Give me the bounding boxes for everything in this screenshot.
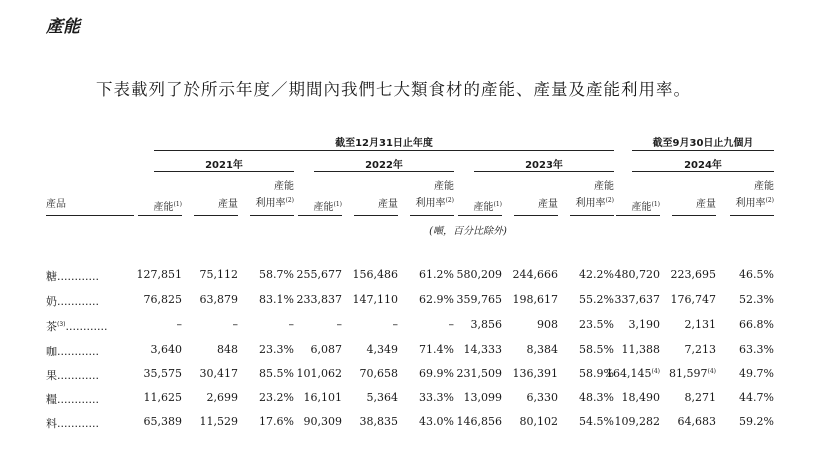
table-cell: 14,333 xyxy=(463,343,502,356)
group-header-years: 截至12月31日止年度 xyxy=(335,138,433,149)
table-cell: 4,349 xyxy=(366,343,398,356)
table-cell: 17.6% xyxy=(259,415,294,428)
year-header-2023: 2023年 xyxy=(525,160,563,171)
col-header-output: 產量 xyxy=(696,199,716,210)
table-cell: 42.2% xyxy=(579,268,614,281)
table-cell: 58.7% xyxy=(259,268,294,281)
year-rule-2022 xyxy=(314,171,454,172)
row-label: 奶............ xyxy=(46,295,99,308)
table-cell: 75,112 xyxy=(199,268,238,281)
table-cell: 13,099 xyxy=(463,391,502,404)
table-cell: 359,765 xyxy=(456,293,502,306)
table-cell: 48.3% xyxy=(579,391,614,404)
table-cell: 38,835 xyxy=(359,415,398,428)
table-cell: 223,695 xyxy=(670,268,716,281)
col-header-output: 產量 xyxy=(538,199,558,210)
table-cell: 80,102 xyxy=(519,415,558,428)
col-header-capacity: 產能$^{(1)}$ xyxy=(313,201,342,213)
table-cell: 35,575 xyxy=(143,367,182,380)
table-cell: 49.7% xyxy=(739,367,774,380)
year-rule-2024 xyxy=(632,171,774,172)
table-cell: 62.9% xyxy=(419,293,454,306)
col-header-capacity: 產能$^{(1)}$ xyxy=(631,201,660,213)
col-rule-output xyxy=(514,215,558,216)
col-rule-util xyxy=(250,215,294,216)
table-cell: 580,209 xyxy=(456,268,502,281)
table-cell: 233,837 xyxy=(296,293,342,306)
row-label: 糖............ xyxy=(46,270,99,283)
table-cell: 55.2% xyxy=(579,293,614,306)
table-cell: 43.0% xyxy=(419,415,454,428)
table-cell: 65,389 xyxy=(143,415,182,428)
group-header-nine-months: 截至9月30日止九個月 xyxy=(652,138,754,149)
table-cell: 848 xyxy=(217,343,238,356)
col-header-output: 產量 xyxy=(218,199,238,210)
col-rule-util xyxy=(730,215,774,216)
util-header-top: 產能 xyxy=(594,181,614,192)
group-rule-years xyxy=(154,150,614,151)
table-cell: 8,271 xyxy=(684,391,716,404)
col-header-util xyxy=(714,180,774,211)
table-row xyxy=(0,415,832,433)
table-cell: 2,131 xyxy=(684,318,716,331)
row-label: 咖............ xyxy=(46,345,99,358)
group-rule-nine-months xyxy=(632,150,774,151)
table-cell: 16,101 xyxy=(303,391,342,404)
util-header-top: 產能 xyxy=(434,181,454,192)
table-cell: 7,213 xyxy=(684,343,716,356)
table-cell: 54.5% xyxy=(579,415,614,428)
table-cell: 18,490 xyxy=(621,391,660,404)
table-row xyxy=(0,293,832,311)
table-cell: 244,666 xyxy=(512,268,558,281)
col-rule-util xyxy=(570,215,614,216)
util-header-bottom: 利用率$^{(2)}$ xyxy=(255,197,294,209)
product-header-rule xyxy=(46,215,134,216)
table-row xyxy=(0,367,832,385)
table-cell: 52.3% xyxy=(739,293,774,306)
col-rule-output xyxy=(672,215,716,216)
col-rule-output xyxy=(354,215,398,216)
table-cell: 63.3% xyxy=(739,343,774,356)
table-cell: 480,720 xyxy=(614,268,660,281)
table-cell: 5,364 xyxy=(366,391,398,404)
col-rule-capacity xyxy=(298,215,342,216)
col-header-output: 產量 xyxy=(378,199,398,210)
col-header-capacity: 產能$^{(1)}$ xyxy=(473,201,502,213)
table-cell: 76,825 xyxy=(143,293,182,306)
table-cell: 337,637 xyxy=(614,293,660,306)
table-cell: 70,658 xyxy=(359,367,398,380)
table-cell: 101,062 xyxy=(296,367,342,380)
year-rule-2021 xyxy=(154,171,294,172)
table-cell: 64,683 xyxy=(677,415,716,428)
product-column-header: 產品 xyxy=(46,199,66,210)
col-header-capacity: 產能$^{(1)}$ xyxy=(153,201,182,213)
table-cell: 109,282 xyxy=(614,415,660,428)
table-cell: 44.7% xyxy=(739,391,774,404)
table-cell: 164,145$^{(4)}$ xyxy=(606,367,660,380)
table-cell: 2,699 xyxy=(206,391,238,404)
table-cell: 58.9% xyxy=(579,367,614,380)
table-cell: – xyxy=(336,318,342,331)
intro-text: 下表載列了於所示年度／期間內我們七大類食材的產能、產量及產能利用率。 xyxy=(96,80,691,99)
table-row xyxy=(0,268,832,286)
table-cell: 23.5% xyxy=(579,318,614,331)
table-cell: 176,747 xyxy=(670,293,716,306)
row-label: 果............ xyxy=(46,369,99,382)
table-cell: 46.5% xyxy=(739,268,774,281)
table-cell: 136,391 xyxy=(512,367,558,380)
table-cell: 85.5% xyxy=(259,367,294,380)
table-cell: 231,509 xyxy=(456,367,502,380)
year-rule-2023 xyxy=(474,171,614,172)
table-cell: – xyxy=(392,318,398,331)
table-cell: 255,677 xyxy=(296,268,342,281)
year-header-2024: 2024年 xyxy=(684,160,722,171)
table-cell: 11,388 xyxy=(621,343,660,356)
table-cell: 30,417 xyxy=(199,367,238,380)
unit-note: (噸，百分比除外) xyxy=(429,226,507,237)
table-cell: 23.3% xyxy=(259,343,294,356)
table-cell: 908 xyxy=(537,318,558,331)
year-header-2021: 2021年 xyxy=(205,160,243,171)
table-cell: – xyxy=(176,318,182,331)
table-row xyxy=(0,318,832,336)
table-cell: 3,640 xyxy=(150,343,182,356)
table-cell: 81,597$^{(4)}$ xyxy=(669,367,716,380)
table-cell: 3,856 xyxy=(470,318,502,331)
util-header-top: 產能 xyxy=(274,181,294,192)
table-cell: – xyxy=(448,318,454,331)
util-header-bottom: 利用率$^{(2)}$ xyxy=(575,197,614,209)
table-row xyxy=(0,391,832,409)
col-rule-capacity xyxy=(458,215,502,216)
col-rule-util xyxy=(410,215,454,216)
row-label: 料............ xyxy=(46,417,99,430)
row-label: 糧............ xyxy=(46,393,99,406)
table-cell: – xyxy=(288,318,294,331)
table-cell: 198,617 xyxy=(512,293,558,306)
table-cell: – xyxy=(232,318,238,331)
table-cell: 59.2% xyxy=(739,415,774,428)
table-cell: 6,330 xyxy=(526,391,558,404)
table-cell: 127,851 xyxy=(136,268,182,281)
section-title: 產能 xyxy=(46,17,80,37)
table-cell: 8,384 xyxy=(526,343,558,356)
table-cell: 63,879 xyxy=(199,293,238,306)
table-cell: 90,309 xyxy=(303,415,342,428)
table-cell: 3,190 xyxy=(628,318,660,331)
table-cell: 156,486 xyxy=(352,268,398,281)
table-cell: 66.8% xyxy=(739,318,774,331)
col-rule-capacity xyxy=(138,215,182,216)
table-cell: 83.1% xyxy=(259,293,294,306)
table-cell: 69.9% xyxy=(419,367,454,380)
util-header-top: 產能 xyxy=(754,181,774,192)
util-header-bottom: 利用率$^{(2)}$ xyxy=(735,197,774,209)
table-cell: 71.4% xyxy=(419,343,454,356)
table-cell: 146,856 xyxy=(456,415,502,428)
table-cell: 11,625 xyxy=(143,391,182,404)
table-cell: 147,110 xyxy=(352,293,398,306)
col-rule-capacity xyxy=(616,215,660,216)
table-row xyxy=(0,343,832,361)
table-cell: 6,087 xyxy=(310,343,342,356)
row-label: 茶$^{(3)}$............ xyxy=(46,320,108,333)
year-header-2022: 2022年 xyxy=(365,160,403,171)
col-rule-output xyxy=(194,215,238,216)
util-header-bottom: 利用率$^{(2)}$ xyxy=(415,197,454,209)
table-cell: 33.3% xyxy=(419,391,454,404)
table-cell: 11,529 xyxy=(199,415,238,428)
table-cell: 23.2% xyxy=(259,391,294,404)
table-cell: 61.2% xyxy=(419,268,454,281)
table-cell: 58.5% xyxy=(579,343,614,356)
